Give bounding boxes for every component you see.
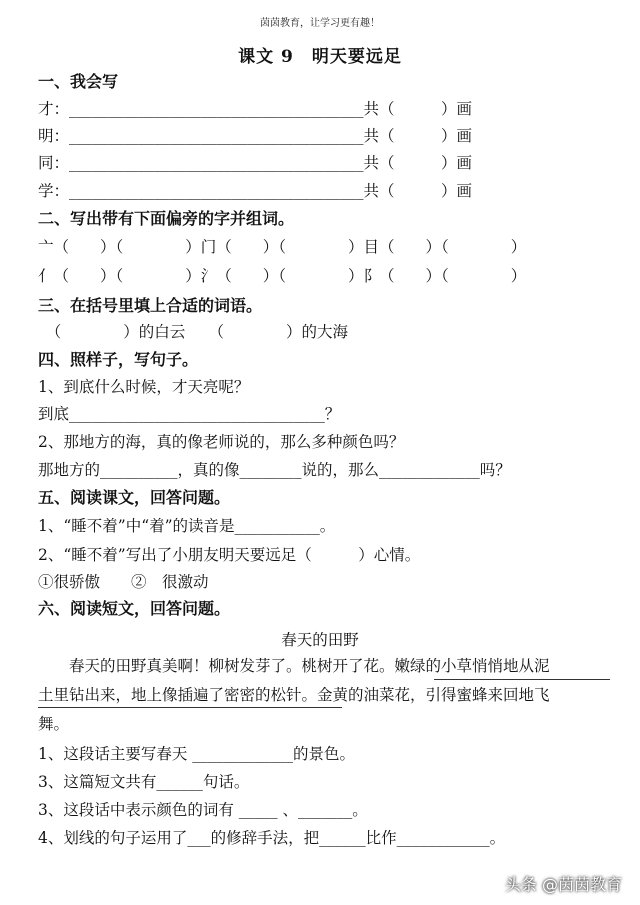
section-6-heading: 六、阅读短文，回答问题。: [38, 599, 231, 618]
question-line: 3、这篇短文共有______句话。: [38, 773, 250, 791]
page-header: 茵茵教育，让学习更有趣！: [260, 18, 380, 29]
answer-options: ①很骄傲 ② 很激动: [38, 573, 209, 591]
question-line: 3、这段话中表示颜色的词有 _____ 、_______。: [38, 801, 368, 819]
section-1-heading: 一、我会写: [38, 72, 119, 91]
passage-line: 舞。: [38, 715, 70, 733]
stroke-row: 同：______________________________________共（ ）画: [38, 154, 473, 172]
passage-line: 土里钻出来，地上像插遍了密密的松针。金黄的油菜花，引得蜜蜂来回地飞: [38, 686, 550, 704]
sentence-underline: [434, 679, 610, 680]
sentence-underline: [38, 707, 342, 708]
question-1: 1、到底什么时候，才天亮呢？: [38, 378, 250, 396]
question-line: 1、这段话主要写春天 _____________的景色。: [38, 745, 356, 763]
radical-row: 亻（ ）（ ）氵（ ）（ ）阝（ ）（ ）: [38, 267, 527, 285]
question-line: 4、划线的句子运用了___的修辞手法，把______比作____________。: [38, 829, 506, 847]
watermark: 头条 @茵茵教育: [504, 875, 622, 894]
section-5-heading: 五、阅读课文，回答问题。: [38, 488, 231, 507]
stroke-row: 学：______________________________________共（ ）画: [38, 182, 473, 200]
answer-line-1: 到底_________________________________？: [38, 405, 341, 423]
radical-row: 亠（ ）（ ）门（ ）（ ）目（ ）（ ）: [38, 238, 527, 256]
question-1: 1、“睡不着”中“着”的读音是___________。: [38, 517, 336, 535]
question-2: 2、那地方的海，真的像老师说的，那么多种颜色吗？: [38, 433, 405, 451]
fill-phrase-row: （ ）的白云 （ ）的大海: [38, 323, 349, 341]
stroke-row: 才：______________________________________共（ ）画: [38, 100, 473, 118]
section-4-heading: 四、照样子，写句子。: [38, 350, 199, 369]
section-2-heading: 二、写出带有下面偏旁的字并组词。: [38, 209, 295, 228]
passage-line: 春天的田野真美啊！柳树发芽了。桃树开了花。嫩绿的小草悄悄地从泥: [38, 657, 550, 675]
answer-line-2: 那地方的__________，真的像________说的，那么_____________吗？: [38, 461, 511, 479]
stroke-row: 明：______________________________________共（ ）画: [38, 127, 473, 145]
passage-title: 春天的田野: [281, 631, 359, 649]
section-3-heading: 三、在括号里填上合适的词语。: [38, 296, 263, 315]
question-2: 2、“睡不着”写出了小朋友明天要远足（ ）心情。: [38, 546, 421, 564]
page-title: 课文 9 明天要远足: [238, 47, 402, 67]
